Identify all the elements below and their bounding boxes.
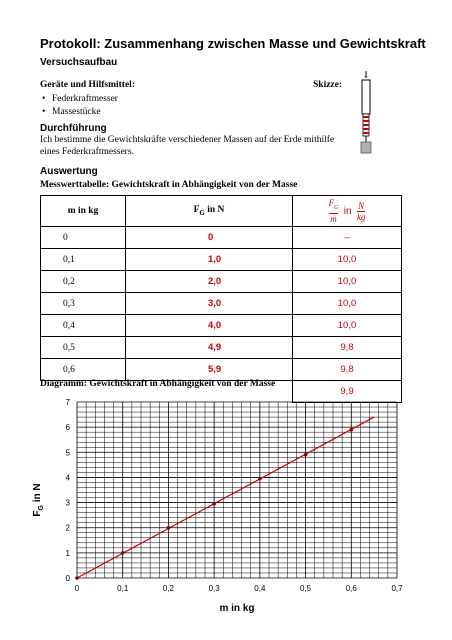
geraete-list — [40, 93, 118, 119]
y-tick-label: 1 — [65, 548, 70, 558]
x-tick-labels — [75, 584, 403, 593]
data-point — [304, 453, 308, 457]
list-item: • Massestücke — [40, 106, 118, 119]
mean-value: 9,9 — [293, 381, 402, 403]
section-auswertung: Auswertung — [40, 166, 98, 177]
y-tick-label: 3 — [65, 498, 70, 508]
header-ratio: $\frac{F_G}{m}$ in $\frac{N}{kg}$ — [293, 196, 402, 227]
data-point — [349, 428, 353, 432]
y-tick-label: 2 — [65, 523, 70, 533]
durchfuehrung-text: Ich bestimme die Gewichtskräfte verschiedener Massen auf der Erde mithilfe eines Federkraftmessers. — [40, 135, 335, 157]
y-tick-labels — [66, 398, 71, 583]
table-row: 0,6 5,9 9,8 — [41, 359, 402, 381]
ratio-fraction: $\frac{F_G}{m}$ — [328, 198, 339, 224]
page-title: Protokoll: Zusammenhang zwischen Masse und Gewichtskraft — [40, 36, 426, 51]
y-tick-label: 6 — [65, 423, 70, 433]
geraete-label: Geräte und Hilfsmittel: — [40, 80, 135, 90]
force-mass-chart — [0, 390, 452, 630]
unit-fraction: $\frac{N}{kg}$ — [356, 200, 366, 222]
table-row: 0,1 1,0 10,0 — [41, 249, 402, 271]
skizze-label: Skizze: — [313, 80, 343, 90]
table-row: 0,5 4,9 9,8 — [41, 337, 402, 359]
table-row: 0 0 – — [41, 227, 402, 249]
y-tick-label: 5 — [65, 448, 70, 458]
list-item: • Federkraftmesser — [40, 93, 118, 106]
y-tick-label: 0 — [65, 574, 70, 583]
x-tick-label: 0,6 — [345, 584, 357, 593]
spring-scale-icon — [356, 70, 376, 156]
x-tick-label: 0 — [74, 584, 80, 593]
measurement-table — [40, 195, 402, 403]
data-point — [121, 551, 125, 555]
section-versuchsaufbau: Versuchsaufbau — [40, 57, 118, 68]
table-row: 0,2 2,0 10,0 — [41, 271, 402, 293]
x-tick-label: 0,1 — [117, 584, 129, 593]
data-point — [75, 576, 79, 580]
x-tick-label: 0,7 — [391, 584, 403, 593]
header-mass: m in kg — [41, 196, 126, 227]
diagram-caption: Diagramm: Gewichtskraft in Abhängigkeit von der Masse — [40, 379, 276, 389]
x-tick-label: 0,5 — [300, 584, 312, 593]
y-axis-label: $F_G$ in N — [32, 483, 45, 517]
data-point — [167, 526, 171, 530]
table-caption: Messwerttabelle: Gewichtskraft in Abhängigkeit von der Masse — [40, 180, 298, 190]
y-tick-label: 4 — [65, 473, 70, 483]
data-point — [258, 477, 262, 481]
x-tick-label: 0,2 — [162, 584, 174, 593]
x-tick-label: 0,4 — [254, 584, 266, 593]
x-axis-label: m in kg — [219, 603, 255, 614]
table-row: 0,3 3,0 10,0 — [41, 293, 402, 315]
table-header-row — [41, 196, 402, 227]
header-force: $F_G$ in N — [126, 196, 293, 227]
data-point — [212, 502, 216, 506]
table-row: 0,4 4,0 10,0 — [41, 315, 402, 337]
section-durchfuehrung: Durchführung — [40, 123, 107, 134]
y-tick-label: 7 — [65, 398, 70, 407]
x-tick-label: 0,3 — [208, 584, 220, 593]
